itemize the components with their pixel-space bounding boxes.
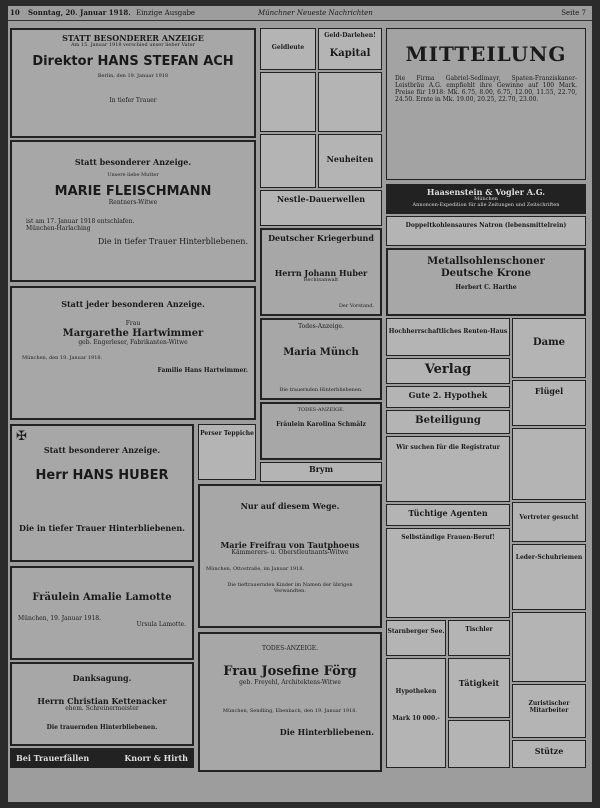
- notice-schmalz: [260, 402, 382, 460]
- edition-label: Einzige Ausgabe: [136, 9, 196, 17]
- notice-foerg: [198, 632, 382, 772]
- mitteilung-body: Die Firma Gabriel-Sedlmayr, Spaten-Franziskaner-Leistbräu A.G. empfiehlt ihre Gewinne auf 100 Mark. Preise für 1918: Mk. 6.75, 8.00, 6.75, 12.00, 11.55, 22.70, 24.50. Ernte in Mk. 19.00, 20.25, 22.70, 23.00.: [395, 75, 577, 103]
- notice-name: Fräulein Karolina Schmälz: [276, 420, 366, 428]
- notice-mourners: Die trauernden Hinterbliebenen.: [46, 724, 158, 732]
- notice-name: Marie Freifrau von Tautphoeus: [220, 540, 360, 551]
- notice-mourners: Die tieftrauernden Kinder im Namen der übrigen Verwandten.: [227, 582, 353, 594]
- ad-teppiche: [198, 424, 256, 480]
- mitteilung-title: MITTEILUNG: [405, 42, 567, 66]
- notice-intro: Am 15. Januar 1918 verschied unser lieber Vater: [70, 42, 196, 49]
- ad-text: Hochherrschaftliches Renten-Haus: [388, 328, 508, 335]
- notice-title: TODES-ANZEIGE.: [297, 407, 345, 413]
- ad-vertreter: [512, 502, 586, 542]
- ad-geldleute: [260, 28, 316, 70]
- ad-title: Haasenstein & Vogler A.G.: [426, 187, 546, 197]
- ad-title: Metallsohlenschoner: [427, 256, 545, 267]
- page-label: Seite 7: [561, 9, 586, 17]
- notice-kettenacker: [10, 662, 194, 746]
- notice-title: Danksagung.: [72, 673, 132, 683]
- notice-title: TODES-ANZEIGE.: [261, 645, 319, 652]
- notice-name: Direktor HANS STEFAN ACH: [32, 53, 234, 69]
- ad-text: Flügel: [534, 386, 564, 396]
- ad-text: Beteiligung: [415, 415, 481, 426]
- ad-tischler: [448, 620, 510, 656]
- ad-beteiligung: [386, 410, 510, 434]
- ad-block-r2: [448, 720, 510, 768]
- ad-brym: [260, 462, 382, 482]
- ad-block-r1: [512, 428, 586, 500]
- notice-mourners: Ursula Lamotte.: [136, 621, 186, 629]
- ad-text: Zuristischer Mitarbeiter: [528, 700, 570, 714]
- iron-cross-icon: ✠: [16, 429, 27, 444]
- ad-block-r3: [512, 612, 586, 682]
- ad-text: Tätigkeit: [458, 678, 500, 688]
- notice-place: München-Harlaching: [26, 224, 91, 232]
- page-number: 10: [10, 8, 20, 17]
- ad-registratur: [386, 436, 510, 502]
- notice-date: ist am 17. Januar 1918 entschlafen.: [26, 217, 135, 225]
- ad-starnberger: [386, 620, 446, 656]
- ad-block-4: [260, 134, 316, 188]
- ad-block-2: [260, 72, 316, 132]
- notice-role: geb. Freyehl, Architektens-Witwe: [239, 678, 341, 686]
- notice-tautphoeus: [198, 484, 382, 628]
- notice-muench: [260, 318, 382, 400]
- notice-fleischmann: [10, 140, 256, 282]
- ad-text: Verlag: [424, 362, 472, 377]
- mitteilung-ad: [386, 28, 586, 180]
- notice-place: München, den 19. Januar 1918.: [22, 355, 103, 362]
- ad-text: Tüchtige Agenten: [408, 508, 488, 518]
- notice-title: Statt besonderer Anzeige.: [43, 445, 161, 455]
- notice-huber-mid: [260, 228, 382, 316]
- notice-role: ehem. Schreinermeister: [65, 705, 139, 713]
- ad-tatigkeit: [448, 658, 510, 718]
- ad-renten-haus: [386, 318, 510, 356]
- newspaper-name: Münchner Neueste Nachrichten: [258, 9, 373, 17]
- ad-text: Vertreter gesucht: [519, 514, 579, 521]
- notice-huber-left: [10, 424, 194, 562]
- ad-text: Nestle-Dauerwellen: [276, 194, 366, 204]
- ad-metallsohlen: [386, 248, 586, 316]
- notice-role: Kämmerers- u. Oberstleutnants-Witwe: [231, 549, 349, 557]
- ad-text: Dame: [532, 337, 566, 348]
- ad-city: München: [474, 196, 498, 203]
- ad-subtitle: Deutsche Krone: [440, 267, 532, 279]
- ad-haasenstein: [386, 184, 586, 214]
- issue-date: Sonntag, 20. Januar 1918.: [28, 8, 131, 17]
- notice-mourners: Familie Hans Hartwimmer.: [157, 367, 248, 375]
- notice-ach: [10, 28, 256, 138]
- ad-text: Selbständige Frauen-Beruf!: [401, 534, 495, 541]
- notice-role: Rechtsanwalt: [303, 277, 339, 284]
- ad-text: Stütze: [534, 746, 564, 756]
- notice-mourners: Die in tiefer Trauer Hinterbliebenen.: [19, 523, 185, 534]
- notice-title: Statt besonderer Anzeige.: [74, 157, 192, 167]
- newspaper-page: [8, 6, 592, 802]
- ad-amount: Mark 10 000.-: [392, 714, 440, 722]
- ad-hypothek: [386, 386, 510, 408]
- ad-text-2: Kapital: [329, 47, 371, 59]
- ad-agenten: [386, 504, 510, 526]
- notice-name: Herr HANS HUBER: [35, 468, 169, 484]
- notice-pre: Frau: [125, 320, 141, 328]
- ad-natron: [386, 216, 586, 246]
- notice-name: Frau Josefine Förg: [223, 663, 357, 679]
- notice-name: Fräulein Amalie Lamotte: [32, 592, 172, 603]
- ad-nestle: [260, 190, 382, 226]
- notice-name: Maria Münch: [283, 346, 359, 358]
- ad-neuheiten: [318, 134, 382, 188]
- notice-title: Todes-Anzeige.: [298, 323, 344, 330]
- notice-place: Berlin, den 19. Januar 1918: [97, 72, 169, 79]
- ad-text: Wir suchen für die Registratur: [396, 444, 500, 451]
- ad-text: Perser Teppiche: [200, 430, 254, 437]
- ad-stuetze: [512, 740, 586, 768]
- notice-mourners: Die in tiefer Trauer Hinterbliebenen.: [97, 236, 248, 246]
- ad-trauerfaellen: [10, 748, 194, 768]
- notice-name: Margarethe Hartwimmer: [62, 328, 204, 340]
- ad-mitarbeiter: [512, 684, 586, 738]
- ad-text: Brym: [308, 464, 334, 474]
- notice-title: Nur auf diesem Wege.: [240, 501, 340, 511]
- ad-left: Bei Trauerfällen: [16, 753, 90, 763]
- notice-mourners: In tiefer Trauer: [109, 96, 157, 104]
- ad-text: Hypotheken: [395, 688, 437, 695]
- notice-title: Statt jeder besonderen Anzeige.: [61, 299, 205, 309]
- ad-hypotheken: [386, 658, 446, 768]
- notice-role: geb. Engerleser, Fabrikanten-Witwe: [78, 338, 188, 346]
- ad-dame: [512, 318, 586, 378]
- ad-text: Leder-Schuhriemen: [515, 554, 583, 561]
- notice-role: Rentners-Witwe: [108, 198, 158, 206]
- notice-name: Herrn Johann Huber: [274, 268, 368, 279]
- ad-subtitle: Annoncen-Expedition für alle Zeitungen und Zeitschriften: [412, 201, 560, 208]
- ad-text: Starnberger See.: [387, 628, 445, 635]
- notice-place: München, 19. Januar 1918.: [18, 614, 102, 622]
- ad-text: Gute 2. Hypothek: [408, 390, 488, 400]
- ad-frauen-beruf: [386, 528, 510, 618]
- ad-text: Neuheiten: [326, 154, 374, 164]
- ad-geld: [318, 28, 382, 70]
- notice-mourners: Die trauernden Hinterbliebenen.: [279, 387, 363, 394]
- notice-lamotte: [10, 566, 194, 660]
- ad-text: Geldleute: [271, 44, 305, 51]
- page-header: [8, 6, 592, 21]
- ad-text: Geld-Darlehen!: [324, 32, 376, 39]
- notice-hartwimmer: [10, 286, 256, 420]
- notice-name: MARIE FLEISCHMANN: [54, 183, 212, 199]
- association-name: Deutscher Kriegerbund: [268, 233, 374, 243]
- ad-text: Doppeltkohlensaures Natron (lebensmittelrein): [405, 222, 567, 229]
- notice-mourners: Der Vorstand.: [338, 303, 374, 310]
- notice-mourners: Die Hinterbliebenen.: [279, 727, 374, 738]
- notice-title: STATT BESONDERER ANZEIGE: [62, 33, 204, 43]
- notice-place: München, Ottostraße, im Januar 1918.: [206, 566, 305, 573]
- ad-block-3: [318, 72, 382, 132]
- ad-leder: [512, 544, 586, 610]
- ad-right: Knorr & Hirth: [124, 753, 188, 763]
- notice-place: München, Sendling, Ebenbach, den 19. Januar 1918.: [222, 707, 358, 714]
- ad-fluegel: [512, 380, 586, 426]
- notice-name: Herrn Christian Kettenacker: [37, 696, 167, 707]
- ad-text: Tischler: [465, 626, 493, 633]
- ad-verlag: [386, 358, 510, 384]
- ad-company: Herbert C. Harthe: [455, 284, 517, 291]
- notice-intro: Unsere liebe Mutter: [107, 172, 159, 179]
